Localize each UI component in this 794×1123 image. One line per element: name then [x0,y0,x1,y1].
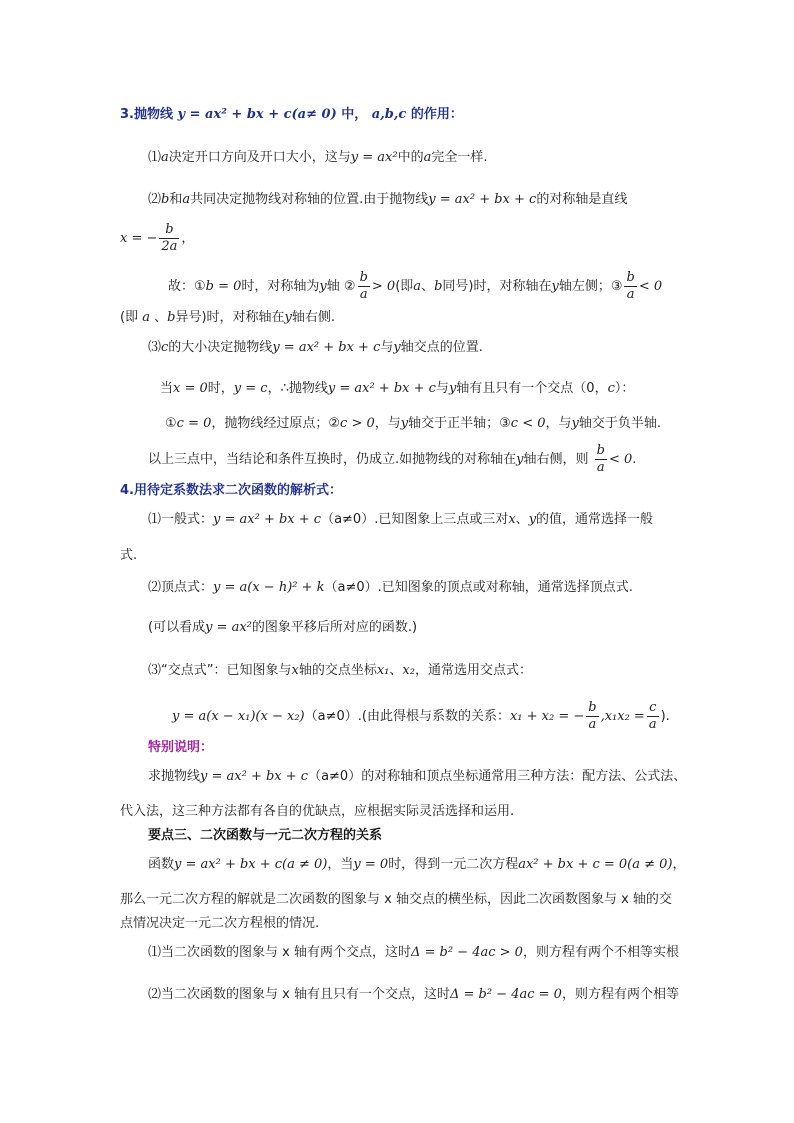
para-3-3: ⑶c的大小决定抛物线y = ax² + bx + c与y轴交点的位置. [148,340,483,355]
section-4-heading: 4.用待定系数法求二次函数的解析式： [120,483,342,498]
special-note-label: 特别说明： [148,740,214,755]
para-k3-2: 那么一元二次方程的解就是二次函数的图象与 x 轴交点的横坐标，因此二次函数图象与 x 轴的交 [120,892,672,907]
para-4-3b: y = a(x − x₁)(x − x₂)（a≠0）.(由此得根与系数的关系：x₁ + x₂ = − $\frac{b}{a}$ ,x₁x₂ = $\frac{c}{a}$ ). [172,700,670,732]
fraction: $\frac{b}{a}$ [626,270,635,302]
keypoint-3-heading: 要点三、二次函数与一元二次方程的关系 [148,828,383,843]
fraction: $\frac{b}{2a}$ [161,222,178,254]
para-3-3c: ①c = 0，抛物线经过原点；②c > 0，与y轴交于正半轴；③c < 0，与y轴交于负半轴. [165,416,662,431]
para-3-1: ⑴a决定开口方向及开口大小，这与y = ax²中的a完全一样. [148,150,488,165]
fraction: $\frac{b}{a}$ [596,443,605,475]
fraction: $\frac{c}{a}$ [648,700,657,732]
parabola-equation: y = ax² + bx + c(a≠ 0) [177,107,337,122]
para-4-3: ⑶“交点式”：已知图象与x轴的交点坐标x₁、x₂，通常选用交点式： [148,663,532,678]
para-k3-4: ⑴当二次函数的图象与 x 轴有两个交点，这时Δ = b² − 4ac > 0，则方程有两个不相等实根 [148,945,679,960]
coefficients: a,b,c [371,107,407,122]
para-3-2: ⑵b和a共同决定抛物线对称轴的位置.由于抛物线y = ax² + bx + c的对称轴是直线 [148,192,628,207]
axis-formula: x = − $\frac{b}{2a}$ ， [120,222,195,254]
fraction: $\frac{b}{a}$ [359,270,368,302]
para-k3-1: 函数y = ax² + bx + c(a ≠ 0)，当y = 0时，得到一元二次方程ax² + bx + c = 0(a ≠ 0)， [148,857,686,872]
fraction: $\frac{b}{a}$ [588,700,597,732]
para-4-2b: (可以看成y = ax²的图象平移后所对应的函数.) [148,620,418,635]
section-3-heading: 3.抛物线 y = ax² + bx + c(a≠ 0) 中， a,b,c 的作用： [120,107,463,122]
para-3-3d: 以上三点中，当结论和条件互换时，仍成立.如抛物线的对称轴在y轴右侧，则 $\frac{b}{a}$ < 0. [148,443,637,475]
special-note-line-2: 代入法，这三种方法都有各自的优缺点，应根据实际灵活选择和运用. [120,804,515,819]
special-note-line-1: 求抛物线y = ax² + bx + c（a≠0）的对称轴和顶点坐标通常用三种方法：配方法、公式法、 [148,769,687,784]
para-3-2b: 故：①b = 0时，对称轴为y轴 ② $\frac{b}{a}$ > 0(即a、b同号)时，对称轴在y轴左侧；③ $\frac{b}{a}$ < 0 [168,270,663,302]
para-k3-3: 点情况决定一元二次方程根的情况. [120,916,320,931]
para-3-2c: (即 a 、b异号)时，对称轴在y轴右侧. [120,310,336,325]
para-4-1: ⑴一般式：y = ax² + bx + c（a≠0）.已知图象上三点或三对x、y的值，通常选择一般 [148,512,654,527]
para-k3-5: ⑵当二次函数的图象与 x 轴有且只有一个交点，这时Δ = b² − 4ac = 0，则方程有两个相等 [148,987,679,1002]
para-4-1-cont: 式. [120,548,138,563]
para-3-3b: 当x = 0时，y = c，∴抛物线y = ax² + bx + c与y轴有且只有一个交点（0，c）： [160,381,635,396]
para-4-2: ⑵顶点式：y = a(x − h)² + k（a≠0）.已知图象的顶点或对称轴，通常选择顶点式. [148,580,633,595]
